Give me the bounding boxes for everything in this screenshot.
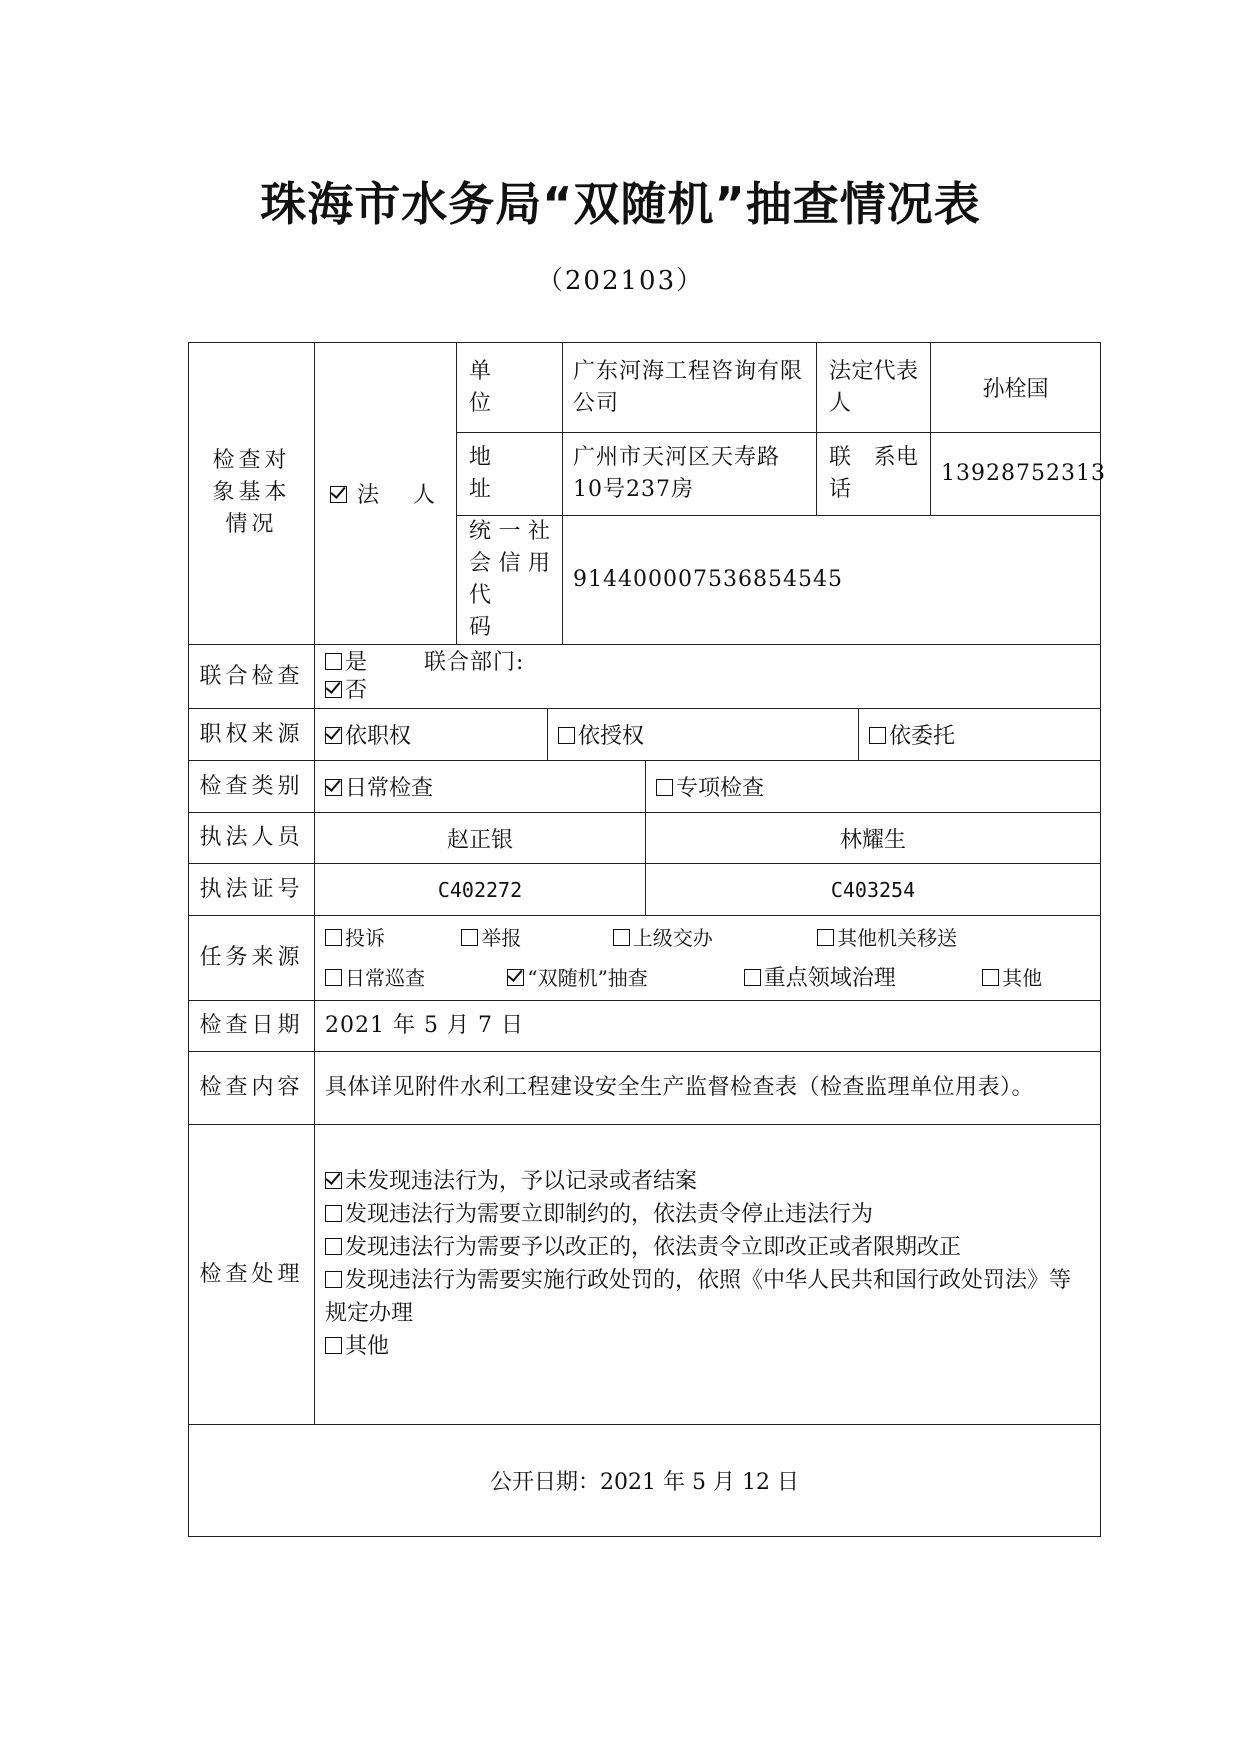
officers-label: 执法人员 (189, 813, 315, 864)
address-label: 地 址 (457, 433, 563, 516)
joint-no-label: 否 (345, 677, 369, 703)
category-checkbox[interactable] (325, 779, 342, 796)
publish-date: 公开日期：2021 年 5 月 12 日 (189, 1425, 1101, 1537)
page-title: 珠海市水务局“双随机”抽查情况表 (260, 177, 981, 231)
handling-option[interactable]: 发现违法行为需要予以改正的，依法责令立即改正或者限期改正 (325, 1231, 1090, 1264)
inspection-form-table (188, 342, 1106, 1537)
legal-rep-value: 孙栓国 (931, 343, 1101, 433)
date-label: 检查日期 (189, 1001, 315, 1052)
credit-code-label: 统一社会信用代 码 (457, 516, 563, 645)
legal-person-label: 法 人 (356, 483, 441, 508)
joint-inspection-options (315, 645, 1101, 709)
unit-label: 单 位 (457, 343, 563, 433)
handling-label: 检查处理 (189, 1125, 315, 1425)
authority-checkbox[interactable] (869, 727, 886, 744)
task-source-options: 投诉 举报 上级交办 其他机关移送 日常巡查 “双随机”抽查 重点领域治理 其他 (315, 916, 1101, 1001)
handling-option[interactable]: 其他 (325, 1330, 1090, 1363)
category-row (189, 761, 1101, 813)
form-code: （202103） (536, 266, 705, 296)
subject-section-label: 检查对象基本情况 (189, 343, 315, 645)
authority-option-1[interactable]: 依授权 (548, 709, 859, 760)
task-source-checkbox[interactable] (613, 929, 630, 946)
content-value: 具体详见附件水利工程建设安全生产监督检查表（检查监理单位用表）。 (315, 1052, 1101, 1125)
joint-yes-label: 是 (345, 649, 369, 675)
date-value: 2021 年 5 月 7 日 (315, 1001, 1101, 1052)
joint-yes-checkbox[interactable] (325, 653, 342, 670)
authority-option-0[interactable]: 依职权 (315, 709, 548, 760)
handling-checkbox[interactable] (325, 1238, 342, 1255)
officer-name: 赵正银 (315, 813, 646, 863)
authority-option-2[interactable]: 依委托 (859, 709, 1101, 760)
handling-checkbox[interactable] (325, 1271, 342, 1288)
authority-row (189, 709, 1101, 761)
subject-row-unit (189, 343, 1101, 433)
legal-person-checkbox[interactable] (330, 486, 347, 503)
handling-checkbox[interactable] (325, 1337, 342, 1354)
category-option-1[interactable]: 专项检查 (646, 761, 1101, 812)
handling-option[interactable]: 未发现违法行为，予以记录或者结案 (325, 1165, 1090, 1198)
task-source-checkbox[interactable] (982, 969, 999, 986)
joint-no-checkbox[interactable] (325, 681, 342, 698)
credit-code-value: 914400007536854545 (563, 516, 1101, 645)
handling-checkbox[interactable] (325, 1172, 342, 1189)
unit-value: 广东河海工程咨询有限公司 (563, 343, 817, 433)
joint-inspection-row (189, 645, 1101, 709)
category-option-0[interactable]: 日常检查 (315, 761, 646, 812)
publish-row (189, 1425, 1101, 1537)
phone-value: 13928752313 (931, 433, 1101, 516)
date-row (189, 1001, 1101, 1052)
joint-dept-label: 联合部门: (424, 649, 525, 675)
officers-row (189, 813, 1101, 864)
handling-options (315, 1125, 1101, 1425)
handling-option[interactable]: 发现违法行为需要立即制约的，依法责令停止违法行为 (325, 1198, 1090, 1231)
authority-label: 职权来源 (189, 709, 315, 761)
task-source-checkbox[interactable] (507, 969, 524, 986)
joint-inspection-label: 联合检查 (189, 645, 315, 709)
task-source-checkbox[interactable] (817, 929, 834, 946)
certificate-number: C403254 (830, 877, 916, 902)
phone-label: 联 系电 话 (817, 433, 931, 516)
task-source-checkbox[interactable] (325, 929, 342, 946)
authority-checkbox[interactable] (558, 727, 575, 744)
category-label: 检查类别 (189, 761, 315, 813)
certificates-row (189, 864, 1101, 916)
certificates-label: 执法证号 (189, 864, 315, 916)
handling-option[interactable]: 发现违法行为需要实施行政处罚的，依照《中华人民共和国行政处罚法》等规定办理 (325, 1268, 1072, 1326)
address-value: 广州市天河区天寿路10号237房 (563, 433, 817, 516)
content-label: 检查内容 (189, 1052, 315, 1125)
officer-name: 林耀生 (839, 827, 906, 853)
subject-type-cell (315, 343, 457, 645)
task-source-label: 任务来源 (189, 916, 315, 1001)
handling-checkbox[interactable] (325, 1205, 342, 1222)
task-source-checkbox[interactable] (744, 969, 761, 986)
task-source-checkbox[interactable] (461, 929, 478, 946)
task-source-row (189, 916, 1101, 1001)
certificate-number: C402272 (315, 864, 646, 915)
authority-checkbox[interactable] (325, 727, 342, 744)
task-source-checkbox[interactable] (325, 969, 342, 986)
category-checkbox[interactable] (656, 779, 673, 796)
legal-rep-label: 法定代表 人 (817, 343, 931, 433)
handling-row (189, 1125, 1101, 1425)
content-row (189, 1052, 1101, 1125)
